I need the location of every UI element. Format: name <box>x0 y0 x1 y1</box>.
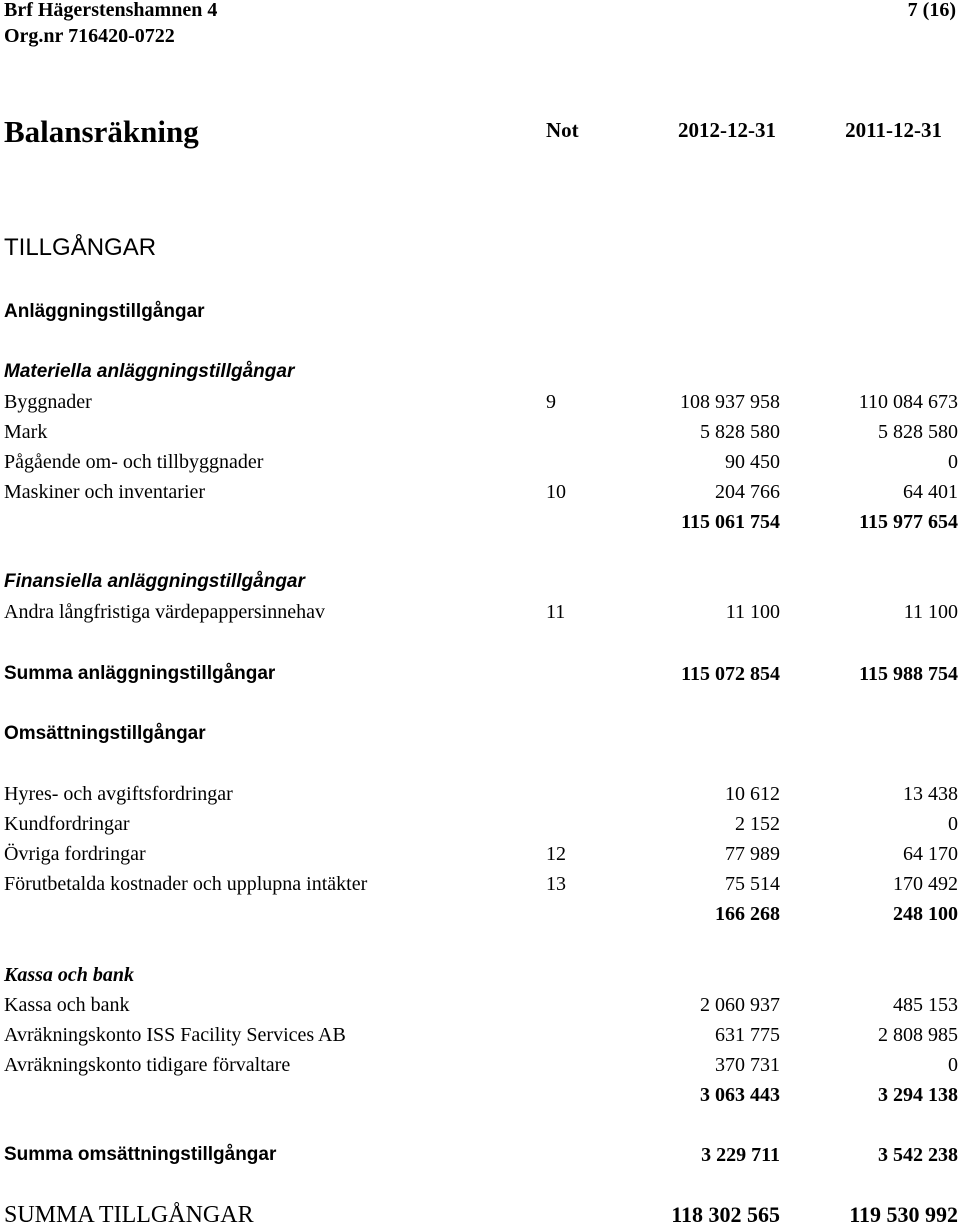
row-value-2012: 370 731 <box>715 1054 780 1076</box>
row-label: Andra långfristiga värdepappersinnehav <box>4 601 325 623</box>
row-value-2012: 77 989 <box>725 843 780 865</box>
table-row <box>4 418 958 446</box>
total-row <box>4 660 958 688</box>
row-value-2011: 0 <box>948 1054 958 1076</box>
section-heading: Kassa och bank <box>4 964 135 986</box>
section-tillgangar <box>4 234 958 266</box>
row-value-2011: 64 170 <box>903 843 958 865</box>
section-materiella <box>4 358 958 386</box>
row-value-2012: 108 937 958 <box>680 391 780 413</box>
table-row <box>4 991 958 1019</box>
row-value-2011: 13 438 <box>903 783 958 805</box>
table-row <box>4 1051 958 1079</box>
row-value-2012: 631 775 <box>715 1024 780 1046</box>
row-value-2012: 11 100 <box>725 601 780 623</box>
row-label: Byggnader <box>4 391 92 413</box>
page-title: Balansräkning <box>4 114 199 149</box>
table-row <box>4 810 958 838</box>
subtotal-2012: 3 063 443 <box>700 1084 780 1106</box>
subtotal-2011: 248 100 <box>893 903 958 925</box>
section-kassa <box>4 961 958 989</box>
row-label: Kassa och bank <box>4 994 130 1016</box>
column-head-note: Not <box>546 118 579 142</box>
section-heading: Anläggningstillgångar <box>4 301 205 322</box>
table-row <box>4 448 958 476</box>
row-note: 11 <box>546 601 566 623</box>
row-value-2012: 2 060 937 <box>700 994 780 1016</box>
row-value-2012: 2 152 <box>735 813 780 835</box>
section-heading: Finansiella anläggningstillgångar <box>4 571 305 592</box>
subtotal-row <box>4 900 958 928</box>
table-row <box>4 598 958 626</box>
row-value-2011: 5 828 580 <box>878 421 958 443</box>
total-row <box>4 1141 958 1169</box>
section-heading: Materiella anläggningstillgångar <box>4 361 295 382</box>
row-value-2011: 64 401 <box>903 481 958 503</box>
row-value-2012: 75 514 <box>725 873 780 895</box>
table-row <box>4 1021 958 1049</box>
row-value-2012: 10 612 <box>725 783 780 805</box>
table-row <box>4 840 958 868</box>
total-label: Summa omsättningstillgångar <box>4 1144 277 1165</box>
row-note: 9 <box>546 391 556 413</box>
org-number: Org.nr 716420-0722 <box>4 25 175 47</box>
row-value-2012: 90 450 <box>725 451 780 473</box>
table-row <box>4 478 958 506</box>
row-label: Mark <box>4 421 48 443</box>
section-anlaggning <box>4 298 958 326</box>
row-note: 12 <box>546 843 566 865</box>
row-value-2011: 2 808 985 <box>878 1024 958 1046</box>
row-value-2011: 110 084 673 <box>858 391 958 413</box>
row-value-2012: 5 828 580 <box>700 421 780 443</box>
row-value-2012: 204 766 <box>715 481 780 503</box>
section-omsattning <box>4 720 958 748</box>
grand-total-2012: 118 302 565 <box>671 1202 780 1227</box>
row-note: 13 <box>546 873 566 895</box>
subtotal-2011: 115 977 654 <box>859 511 958 533</box>
row-label: Övriga fordringar <box>4 843 146 865</box>
row-value-2011: 485 153 <box>893 994 958 1016</box>
grand-total-label: SUMMA TILLGÅNGAR <box>4 1202 254 1228</box>
grand-total-row <box>4 1198 958 1228</box>
page-number: 7 (16) <box>907 0 956 21</box>
row-value-2011: 0 <box>948 813 958 835</box>
subtotal-2011: 3 294 138 <box>878 1084 958 1106</box>
row-value-2011: 170 492 <box>893 873 958 895</box>
table-row <box>4 780 958 808</box>
total-2012: 115 072 854 <box>681 663 780 685</box>
table-row <box>4 870 958 898</box>
table-row <box>4 388 958 416</box>
section-finansiella <box>4 568 958 596</box>
column-head-2012: 2012-12-31 <box>678 118 776 142</box>
row-label: Hyres- och avgiftsfordringar <box>4 783 233 805</box>
total-2012: 3 229 711 <box>701 1144 780 1166</box>
row-label: Maskiner och inventarier <box>4 481 206 503</box>
subtotal-row <box>4 1081 958 1109</box>
org-name: Brf Hägerstenshamnen 4 <box>4 0 218 21</box>
row-label: Avräkningskonto ISS Facility Services AB <box>4 1024 346 1046</box>
row-label: Avräkningskonto tidigare förvaltare <box>4 1054 291 1076</box>
grand-total-2011: 119 530 992 <box>849 1202 958 1227</box>
row-note: 10 <box>546 481 566 503</box>
row-value-2011: 11 100 <box>903 601 958 623</box>
section-heading: TILLGÅNGAR <box>4 234 157 261</box>
row-label: Förutbetalda kostnader och upplupna intäkter <box>4 873 368 895</box>
subtotal-2012: 166 268 <box>715 903 780 925</box>
row-value-2011: 0 <box>948 451 958 473</box>
total-label: Summa anläggningstillgångar <box>4 663 276 684</box>
total-2011: 3 542 238 <box>878 1144 958 1166</box>
subtotal-row <box>4 508 958 536</box>
column-head-2011: 2011-12-31 <box>845 118 942 142</box>
section-heading: Omsättningstillgångar <box>4 723 206 744</box>
total-2011: 115 988 754 <box>859 663 958 685</box>
subtotal-2012: 115 061 754 <box>681 511 780 533</box>
row-label: Kundfordringar <box>4 813 130 835</box>
row-label: Pågående om- och tillbyggnader <box>4 451 264 473</box>
